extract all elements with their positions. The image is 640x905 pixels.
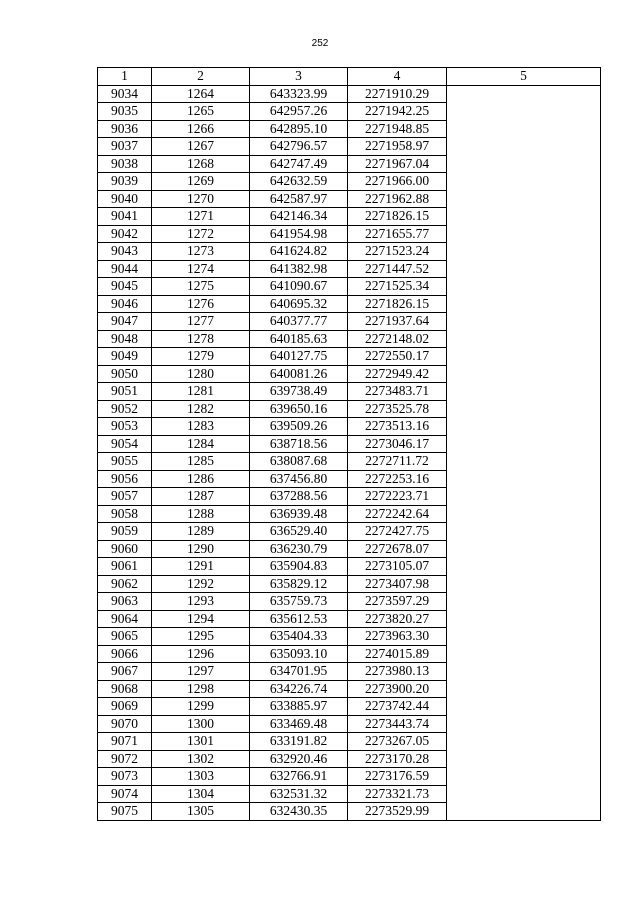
table-cell-col-4: 2271937.64 xyxy=(348,313,447,331)
header-col-4: 4 xyxy=(348,68,447,86)
table-cell-col-3: 639738.49 xyxy=(250,383,348,401)
table-cell-col-3: 639650.16 xyxy=(250,400,348,418)
table-cell-col-1: 9066 xyxy=(98,645,152,663)
table-cell-col-2: 1285 xyxy=(152,453,250,471)
table-cell-col-4: 2271958.97 xyxy=(348,138,447,156)
table-cell-col-1: 9071 xyxy=(98,733,152,751)
table-cell-col-3: 642796.57 xyxy=(250,138,348,156)
table-cell-col-4: 2272427.75 xyxy=(348,523,447,541)
table-cell-col-4: 2273267.05 xyxy=(348,733,447,751)
table-cell-col-4: 2272223.71 xyxy=(348,488,447,506)
table-cell-col-4: 2273046.17 xyxy=(348,435,447,453)
table-cell-col-2: 1283 xyxy=(152,418,250,436)
table-cell-col-1: 9043 xyxy=(98,243,152,261)
table-cell-col-3: 641954.98 xyxy=(250,225,348,243)
table-cell-col-4: 2272949.42 xyxy=(348,365,447,383)
table-cell-col-3: 635093.10 xyxy=(250,645,348,663)
table-cell-col-3: 635759.73 xyxy=(250,593,348,611)
table-cell-col-2: 1274 xyxy=(152,260,250,278)
table-cell-col-2: 1273 xyxy=(152,243,250,261)
table-cell-col-3: 632766.91 xyxy=(250,768,348,786)
table-cell-col-4: 2273170.28 xyxy=(348,750,447,768)
table-cell-col-1: 9073 xyxy=(98,768,152,786)
table-cell-col-3: 642957.26 xyxy=(250,103,348,121)
table-cell-col-1: 9064 xyxy=(98,610,152,628)
table-cell-col-4: 2274015.89 xyxy=(348,645,447,663)
table-cell-col-2: 1266 xyxy=(152,120,250,138)
table-cell-col-1: 9054 xyxy=(98,435,152,453)
table-cell-col-2: 1280 xyxy=(152,365,250,383)
table-cell-col-3: 634701.95 xyxy=(250,663,348,681)
table-cell-col-1: 9068 xyxy=(98,680,152,698)
table-cell-col-2: 1303 xyxy=(152,768,250,786)
table-cell-col-3: 635829.12 xyxy=(250,575,348,593)
table-cell-col-2: 1301 xyxy=(152,733,250,751)
table-cell-col-2: 1305 xyxy=(152,803,250,821)
table-cell-col-2: 1302 xyxy=(152,750,250,768)
table-header xyxy=(98,68,601,86)
table-cell-col-4: 2273176.59 xyxy=(348,768,447,786)
table-cell-col-3: 636529.40 xyxy=(250,523,348,541)
table-cell-col-3: 637456.80 xyxy=(250,470,348,488)
table-cell-col-3: 642587.97 xyxy=(250,190,348,208)
table-cell-col-1: 9053 xyxy=(98,418,152,436)
coordinates-table xyxy=(97,67,601,821)
table-cell-col-2: 1278 xyxy=(152,330,250,348)
table-cell-col-4: 2273963.30 xyxy=(348,628,447,646)
table-cell-col-1: 9075 xyxy=(98,803,152,821)
table-cell-col-1: 9034 xyxy=(98,85,152,103)
table-body xyxy=(98,85,601,820)
table-cell-col-1: 9067 xyxy=(98,663,152,681)
table-cell-col-1: 9056 xyxy=(98,470,152,488)
table-cell-col-2: 1298 xyxy=(152,680,250,698)
table-cell-col-3: 639509.26 xyxy=(250,418,348,436)
table-cell-col-2: 1265 xyxy=(152,103,250,121)
table-cell-col-1: 9058 xyxy=(98,505,152,523)
table-cell-col-2: 1281 xyxy=(152,383,250,401)
table-cell-col-5 xyxy=(447,85,601,820)
table-cell-col-4: 2271966.00 xyxy=(348,173,447,191)
table-cell-col-4: 2273513.16 xyxy=(348,418,447,436)
table-cell-col-4: 2271967.04 xyxy=(348,155,447,173)
table-cell-col-1: 9063 xyxy=(98,593,152,611)
table-cell-col-1: 9046 xyxy=(98,295,152,313)
table-cell-col-4: 2271942.25 xyxy=(348,103,447,121)
header-col-1: 1 xyxy=(98,68,152,86)
table-cell-col-3: 632531.32 xyxy=(250,785,348,803)
table-cell-col-3: 632430.35 xyxy=(250,803,348,821)
table-cell-col-3: 634226.74 xyxy=(250,680,348,698)
table-cell-col-2: 1279 xyxy=(152,348,250,366)
table-cell-col-3: 632920.46 xyxy=(250,750,348,768)
table-cell-col-4: 2272550.17 xyxy=(348,348,447,366)
table-cell-col-1: 9055 xyxy=(98,453,152,471)
table-cell-col-1: 9039 xyxy=(98,173,152,191)
table-cell-col-2: 1297 xyxy=(152,663,250,681)
table-row xyxy=(98,85,601,103)
table-cell-col-3: 633191.82 xyxy=(250,733,348,751)
table-cell-col-1: 9074 xyxy=(98,785,152,803)
table-cell-col-2: 1292 xyxy=(152,575,250,593)
table-cell-col-3: 635404.33 xyxy=(250,628,348,646)
table-cell-col-4: 2273980.13 xyxy=(348,663,447,681)
table-cell-col-4: 2273321.73 xyxy=(348,785,447,803)
table-cell-col-2: 1282 xyxy=(152,400,250,418)
table-cell-col-1: 9051 xyxy=(98,383,152,401)
table-cell-col-3: 638718.56 xyxy=(250,435,348,453)
table-cell-col-4: 2273742.44 xyxy=(348,698,447,716)
table-cell-col-1: 9061 xyxy=(98,558,152,576)
table-cell-col-1: 9059 xyxy=(98,523,152,541)
table-cell-col-1: 9052 xyxy=(98,400,152,418)
table-cell-col-3: 642632.59 xyxy=(250,173,348,191)
table-cell-col-3: 640127.75 xyxy=(250,348,348,366)
table-cell-col-4: 2271948.85 xyxy=(348,120,447,138)
table-cell-col-3: 635904.83 xyxy=(250,558,348,576)
table-cell-col-2: 1295 xyxy=(152,628,250,646)
table-cell-col-1: 9038 xyxy=(98,155,152,173)
table-cell-col-1: 9065 xyxy=(98,628,152,646)
table-cell-col-3: 633885.97 xyxy=(250,698,348,716)
table-cell-col-2: 1286 xyxy=(152,470,250,488)
table-cell-col-1: 9044 xyxy=(98,260,152,278)
table-cell-col-2: 1264 xyxy=(152,85,250,103)
header-row xyxy=(98,68,601,86)
table-cell-col-2: 1287 xyxy=(152,488,250,506)
table-cell-col-1: 9047 xyxy=(98,313,152,331)
table-cell-col-1: 9036 xyxy=(98,120,152,138)
table-cell-col-3: 641090.67 xyxy=(250,278,348,296)
table-cell-col-1: 9035 xyxy=(98,103,152,121)
table-cell-col-4: 2273900.20 xyxy=(348,680,447,698)
table-cell-col-4: 2271523.24 xyxy=(348,243,447,261)
table-cell-col-2: 1284 xyxy=(152,435,250,453)
table-cell-col-1: 9042 xyxy=(98,225,152,243)
table-cell-col-2: 1296 xyxy=(152,645,250,663)
table-cell-col-3: 640695.32 xyxy=(250,295,348,313)
table-cell-col-1: 9040 xyxy=(98,190,152,208)
table-cell-col-3: 638087.68 xyxy=(250,453,348,471)
page-number: 252 xyxy=(311,38,329,49)
table-cell-col-4: 2271525.34 xyxy=(348,278,447,296)
table-cell-col-4: 2272678.07 xyxy=(348,540,447,558)
header-col-5: 5 xyxy=(447,68,601,86)
table-cell-col-4: 2271447.52 xyxy=(348,260,447,278)
table-cell-col-2: 1304 xyxy=(152,785,250,803)
table-cell-col-1: 9057 xyxy=(98,488,152,506)
table-cell-col-2: 1269 xyxy=(152,173,250,191)
table-cell-col-4: 2273483.71 xyxy=(348,383,447,401)
table-cell-col-1: 9070 xyxy=(98,715,152,733)
header-col-2: 2 xyxy=(152,68,250,86)
table-cell-col-2: 1271 xyxy=(152,208,250,226)
table-cell-col-3: 633469.48 xyxy=(250,715,348,733)
table-cell-col-1: 9048 xyxy=(98,330,152,348)
table-cell-col-2: 1268 xyxy=(152,155,250,173)
table-cell-col-2: 1294 xyxy=(152,610,250,628)
header-col-3: 3 xyxy=(250,68,348,86)
table-cell-col-4: 2272242.64 xyxy=(348,505,447,523)
table-cell-col-2: 1293 xyxy=(152,593,250,611)
table-cell-col-4: 2271826.15 xyxy=(348,208,447,226)
table-cell-col-2: 1288 xyxy=(152,505,250,523)
table-cell-col-2: 1289 xyxy=(152,523,250,541)
table-cell-col-1: 9045 xyxy=(98,278,152,296)
table-cell-col-4: 2273529.99 xyxy=(348,803,447,821)
table-cell-col-2: 1300 xyxy=(152,715,250,733)
table-cell-col-2: 1291 xyxy=(152,558,250,576)
table-cell-col-2: 1270 xyxy=(152,190,250,208)
table-cell-col-4: 2273597.29 xyxy=(348,593,447,611)
table-cell-col-1: 9050 xyxy=(98,365,152,383)
table-cell-col-1: 9037 xyxy=(98,138,152,156)
table-cell-col-2: 1290 xyxy=(152,540,250,558)
table-cell-col-3: 640185.63 xyxy=(250,330,348,348)
table-cell-col-4: 2272711.72 xyxy=(348,453,447,471)
table-cell-col-3: 636230.79 xyxy=(250,540,348,558)
table-cell-col-4: 2273525.78 xyxy=(348,400,447,418)
table-cell-col-4: 2272148.02 xyxy=(348,330,447,348)
table-cell-col-3: 637288.56 xyxy=(250,488,348,506)
table-cell-col-1: 9049 xyxy=(98,348,152,366)
table-cell-col-3: 635612.53 xyxy=(250,610,348,628)
table-cell-col-2: 1277 xyxy=(152,313,250,331)
table-cell-col-3: 642895.10 xyxy=(250,120,348,138)
table-cell-col-4: 2272253.16 xyxy=(348,470,447,488)
table-cell-col-4: 2271962.88 xyxy=(348,190,447,208)
table-cell-col-4: 2271655.77 xyxy=(348,225,447,243)
table-cell-col-2: 1276 xyxy=(152,295,250,313)
table-cell-col-3: 642747.49 xyxy=(250,155,348,173)
table-cell-col-1: 9062 xyxy=(98,575,152,593)
table-cell-col-3: 642146.34 xyxy=(250,208,348,226)
table-cell-col-3: 640081.26 xyxy=(250,365,348,383)
table-cell-col-2: 1267 xyxy=(152,138,250,156)
table-cell-col-4: 2273820.27 xyxy=(348,610,447,628)
table-cell-col-4: 2273443.74 xyxy=(348,715,447,733)
table-cell-col-1: 9041 xyxy=(98,208,152,226)
table-cell-col-3: 643323.99 xyxy=(250,85,348,103)
table-cell-col-2: 1275 xyxy=(152,278,250,296)
table-cell-col-2: 1299 xyxy=(152,698,250,716)
table-cell-col-3: 641624.82 xyxy=(250,243,348,261)
table-cell-col-4: 2271826.15 xyxy=(348,295,447,313)
table-cell-col-1: 9072 xyxy=(98,750,152,768)
table-cell-col-1: 9060 xyxy=(98,540,152,558)
table-cell-col-4: 2273105.07 xyxy=(348,558,447,576)
table-cell-col-1: 9069 xyxy=(98,698,152,716)
table-cell-col-4: 2273407.98 xyxy=(348,575,447,593)
table-cell-col-4: 2271910.29 xyxy=(348,85,447,103)
table-cell-col-2: 1272 xyxy=(152,225,250,243)
table-cell-col-3: 640377.77 xyxy=(250,313,348,331)
table-cell-col-3: 636939.48 xyxy=(250,505,348,523)
table-cell-col-3: 641382.98 xyxy=(250,260,348,278)
